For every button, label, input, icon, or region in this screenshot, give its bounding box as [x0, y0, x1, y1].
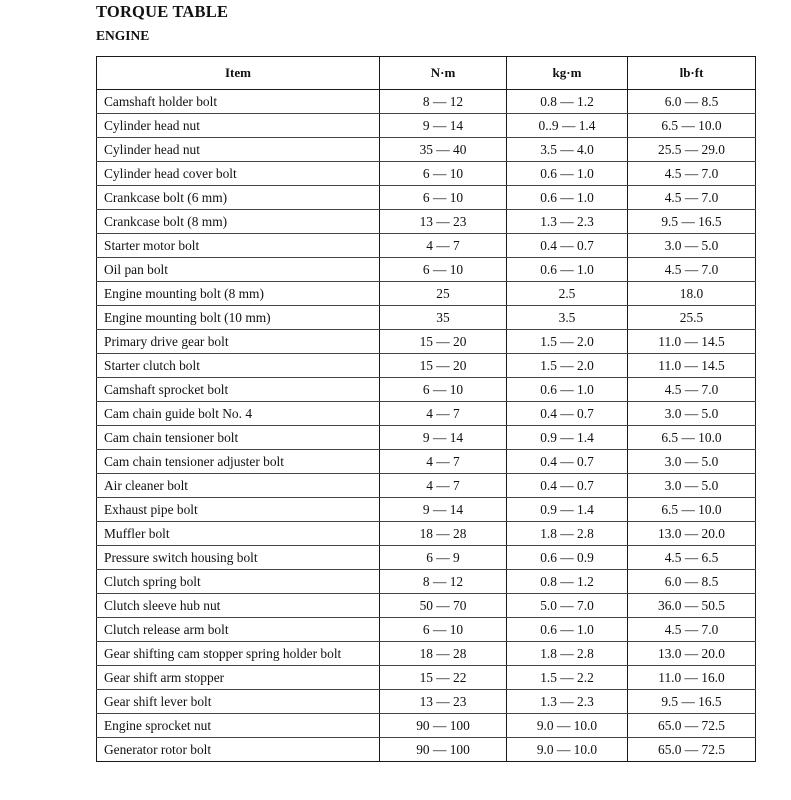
- table-body: [97, 90, 756, 762]
- kgm-cell: 1.8 — 2.8: [507, 642, 628, 666]
- kgm-cell: 0.8 — 1.2: [507, 90, 628, 114]
- lbft-cell: 11.0 — 16.0: [628, 666, 756, 690]
- table-row: [97, 570, 756, 594]
- nm-cell: 13 — 23: [380, 210, 507, 234]
- lbft-cell: 6.5 — 10.0: [628, 498, 756, 522]
- lbft-cell: 4.5 — 7.0: [628, 258, 756, 282]
- nm-cell: 9 — 14: [380, 114, 507, 138]
- nm-cell: 6 — 10: [380, 618, 507, 642]
- item-cell: Muffler bolt: [97, 522, 380, 546]
- kgm-cell: 3.5 — 4.0: [507, 138, 628, 162]
- lbft-cell: 11.0 — 14.5: [628, 330, 756, 354]
- table-row: [97, 474, 756, 498]
- lbft-cell: 4.5 — 7.0: [628, 618, 756, 642]
- table-row: [97, 138, 756, 162]
- kgm-cell: 3.5: [507, 306, 628, 330]
- nm-cell: 4 — 7: [380, 234, 507, 258]
- item-cell: Gear shifting cam stopper spring holder bolt: [97, 642, 380, 666]
- table-row: [97, 690, 756, 714]
- lbft-cell: 9.5 — 16.5: [628, 690, 756, 714]
- kgm-cell: 0.6 — 0.9: [507, 546, 628, 570]
- item-cell: Gear shift arm stopper: [97, 666, 380, 690]
- item-cell: Cam chain guide bolt No. 4: [97, 402, 380, 426]
- kgm-cell: 1.3 — 2.3: [507, 690, 628, 714]
- lbft-cell: 6.0 — 8.5: [628, 90, 756, 114]
- lbft-cell: 36.0 — 50.5: [628, 594, 756, 618]
- kgm-cell: 9.0 — 10.0: [507, 738, 628, 762]
- table-row: [97, 282, 756, 306]
- nm-cell: 6 — 10: [380, 162, 507, 186]
- lbft-cell: 6.5 — 10.0: [628, 114, 756, 138]
- kgm-cell: 1.5 — 2.2: [507, 666, 628, 690]
- lbft-cell: 25.5 — 29.0: [628, 138, 756, 162]
- lbft-cell: 25.5: [628, 306, 756, 330]
- lbft-cell: 4.5 — 7.0: [628, 378, 756, 402]
- item-cell: Air cleaner bolt: [97, 474, 380, 498]
- table-row: [97, 498, 756, 522]
- item-cell: Generator rotor bolt: [97, 738, 380, 762]
- kgm-cell: 0.9 — 1.4: [507, 498, 628, 522]
- lbft-cell: 18.0: [628, 282, 756, 306]
- item-cell: Engine sprocket nut: [97, 714, 380, 738]
- nm-cell: 15 — 20: [380, 354, 507, 378]
- lbft-cell: 4.5 — 7.0: [628, 186, 756, 210]
- table-row: [97, 642, 756, 666]
- kgm-cell: 0.9 — 1.4: [507, 426, 628, 450]
- kgm-cell: 0.4 — 0.7: [507, 402, 628, 426]
- item-cell: Crankcase bolt (6 mm): [97, 186, 380, 210]
- lbft-cell: 3.0 — 5.0: [628, 450, 756, 474]
- table-row: [97, 234, 756, 258]
- item-cell: Exhaust pipe bolt: [97, 498, 380, 522]
- kgm-cell: 0.6 — 1.0: [507, 378, 628, 402]
- item-cell: Camshaft sprocket bolt: [97, 378, 380, 402]
- table-row: [97, 378, 756, 402]
- column-header-item: Item: [97, 57, 380, 90]
- table-row: [97, 738, 756, 762]
- table-row: [97, 594, 756, 618]
- item-cell: Crankcase bolt (8 mm): [97, 210, 380, 234]
- nm-cell: 15 — 22: [380, 666, 507, 690]
- nm-cell: 9 — 14: [380, 498, 507, 522]
- lbft-cell: 65.0 — 72.5: [628, 714, 756, 738]
- table-row: [97, 618, 756, 642]
- table-row: [97, 354, 756, 378]
- kgm-cell: 1.3 — 2.3: [507, 210, 628, 234]
- lbft-cell: 65.0 — 72.5: [628, 738, 756, 762]
- nm-cell: 8 — 12: [380, 570, 507, 594]
- table-row: [97, 306, 756, 330]
- kgm-cell: 2.5: [507, 282, 628, 306]
- lbft-cell: 13.0 — 20.0: [628, 522, 756, 546]
- nm-cell: 90 — 100: [380, 714, 507, 738]
- table-row: [97, 90, 756, 114]
- table-row: [97, 426, 756, 450]
- kgm-cell: 0.4 — 0.7: [507, 474, 628, 498]
- item-cell: Primary drive gear bolt: [97, 330, 380, 354]
- table-row: [97, 402, 756, 426]
- section-title: ENGINE: [96, 28, 150, 43]
- lbft-cell: 13.0 — 20.0: [628, 642, 756, 666]
- table-row: [97, 714, 756, 738]
- nm-cell: 6 — 10: [380, 378, 507, 402]
- item-cell: Clutch spring bolt: [97, 570, 380, 594]
- lbft-cell: 9.5 — 16.5: [628, 210, 756, 234]
- table-header: [97, 57, 756, 90]
- nm-cell: 18 — 28: [380, 522, 507, 546]
- nm-cell: 4 — 7: [380, 450, 507, 474]
- item-cell: Clutch release arm bolt: [97, 618, 380, 642]
- table-row: [97, 186, 756, 210]
- table-row: [97, 666, 756, 690]
- nm-cell: 35: [380, 306, 507, 330]
- item-cell: Camshaft holder bolt: [97, 90, 380, 114]
- item-cell: Clutch sleeve hub nut: [97, 594, 380, 618]
- table-row: [97, 258, 756, 282]
- item-cell: Engine mounting bolt (10 mm): [97, 306, 380, 330]
- item-cell: Cam chain tensioner adjuster bolt: [97, 450, 380, 474]
- column-header-nm: N·m: [380, 57, 507, 90]
- nm-cell: 15 — 20: [380, 330, 507, 354]
- kgm-cell: 0.6 — 1.0: [507, 186, 628, 210]
- item-cell: Gear shift lever bolt: [97, 690, 380, 714]
- lbft-cell: 6.0 — 8.5: [628, 570, 756, 594]
- column-header-lbft: lb·ft: [628, 57, 756, 90]
- kgm-cell: 0.8 — 1.2: [507, 570, 628, 594]
- table-row: [97, 114, 756, 138]
- item-cell: Pressure switch housing bolt: [97, 546, 380, 570]
- column-header-kgm: kg·m: [507, 57, 628, 90]
- item-cell: Starter clutch bolt: [97, 354, 380, 378]
- table-row: [97, 162, 756, 186]
- kgm-cell: 0.4 — 0.7: [507, 234, 628, 258]
- table-row: [97, 330, 756, 354]
- lbft-cell: 3.0 — 5.0: [628, 234, 756, 258]
- page-title: TORQUE TABLE: [96, 2, 229, 21]
- kgm-cell: 5.0 — 7.0: [507, 594, 628, 618]
- kgm-cell: 0..9 — 1.4: [507, 114, 628, 138]
- kgm-cell: 0.6 — 1.0: [507, 618, 628, 642]
- item-cell: Starter motor bolt: [97, 234, 380, 258]
- lbft-cell: 3.0 — 5.0: [628, 402, 756, 426]
- table-row: [97, 450, 756, 474]
- nm-cell: 25: [380, 282, 507, 306]
- table-row: [97, 522, 756, 546]
- table-row: [97, 546, 756, 570]
- nm-cell: 6 — 10: [380, 186, 507, 210]
- nm-cell: 4 — 7: [380, 402, 507, 426]
- lbft-cell: 4.5 — 6.5: [628, 546, 756, 570]
- kgm-cell: 1.5 — 2.0: [507, 354, 628, 378]
- nm-cell: 9 — 14: [380, 426, 507, 450]
- nm-cell: 18 — 28: [380, 642, 507, 666]
- lbft-cell: 4.5 — 7.0: [628, 162, 756, 186]
- torque-table: [96, 56, 756, 762]
- item-cell: Cylinder head nut: [97, 138, 380, 162]
- lbft-cell: 3.0 — 5.0: [628, 474, 756, 498]
- nm-cell: 8 — 12: [380, 90, 507, 114]
- nm-cell: 50 — 70: [380, 594, 507, 618]
- nm-cell: 6 — 10: [380, 258, 507, 282]
- nm-cell: 13 — 23: [380, 690, 507, 714]
- nm-cell: 35 — 40: [380, 138, 507, 162]
- item-cell: Cylinder head nut: [97, 114, 380, 138]
- lbft-cell: 11.0 — 14.5: [628, 354, 756, 378]
- item-cell: Cylinder head cover bolt: [97, 162, 380, 186]
- nm-cell: 6 — 9: [380, 546, 507, 570]
- kgm-cell: 1.8 — 2.8: [507, 522, 628, 546]
- kgm-cell: 0.4 — 0.7: [507, 450, 628, 474]
- item-cell: Engine mounting bolt (8 mm): [97, 282, 380, 306]
- kgm-cell: 1.5 — 2.0: [507, 330, 628, 354]
- lbft-cell: 6.5 — 10.0: [628, 426, 756, 450]
- nm-cell: 90 — 100: [380, 738, 507, 762]
- nm-cell: 4 — 7: [380, 474, 507, 498]
- kgm-cell: 9.0 — 10.0: [507, 714, 628, 738]
- header-row: [97, 57, 756, 90]
- item-cell: Cam chain tensioner bolt: [97, 426, 380, 450]
- item-cell: Oil pan bolt: [97, 258, 380, 282]
- kgm-cell: 0.6 — 1.0: [507, 162, 628, 186]
- kgm-cell: 0.6 — 1.0: [507, 258, 628, 282]
- table-row: [97, 210, 756, 234]
